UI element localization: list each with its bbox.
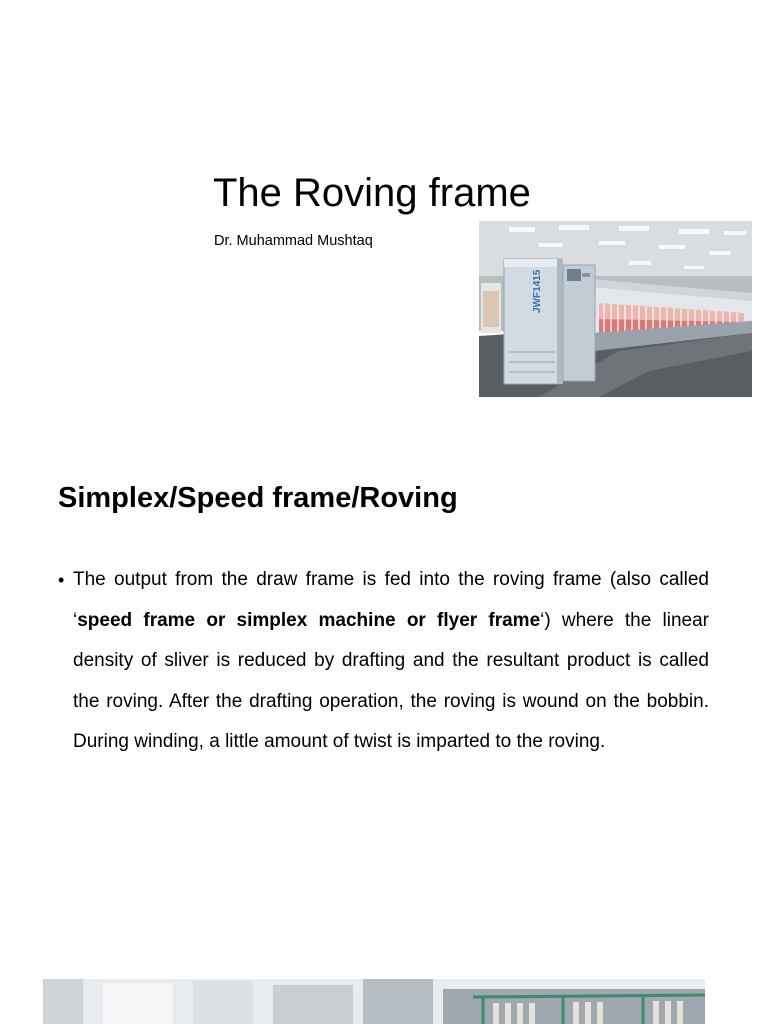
slide-title: The Roving frame (213, 171, 531, 215)
roving-machine-illustration (479, 221, 752, 397)
factory-machine-photo (43, 979, 705, 1024)
bullet-marker: • (58, 570, 65, 590)
bullet-paragraph (73, 560, 709, 763)
bullet-text-part1: The output from the draw frame is fed into the roving frame (also called ‘ (73, 569, 709, 631)
author-name: Dr. Muhammad Mushtaq (214, 233, 373, 249)
factory-machine-illustration (43, 979, 705, 1024)
control-screen (567, 269, 581, 281)
bullet-text-bold: speed frame or simplex machine or flyer frame (77, 609, 541, 631)
roving-machine-photo (479, 221, 752, 397)
bullet-list (58, 560, 709, 763)
bobbins (493, 1001, 683, 1024)
control-panel (563, 265, 595, 381)
section-heading: Simplex/Speed frame/Roving (58, 482, 458, 514)
bullet-text-part2: ‘) where the linear density of sliver is reduced by drafting and the resultant product is called the roving. After the drafting operation, the roving is wound on the bobbin. During winding, a little amount of twist is imparted to the roving. (73, 609, 709, 752)
machine-label: JWF1415 (532, 269, 543, 313)
